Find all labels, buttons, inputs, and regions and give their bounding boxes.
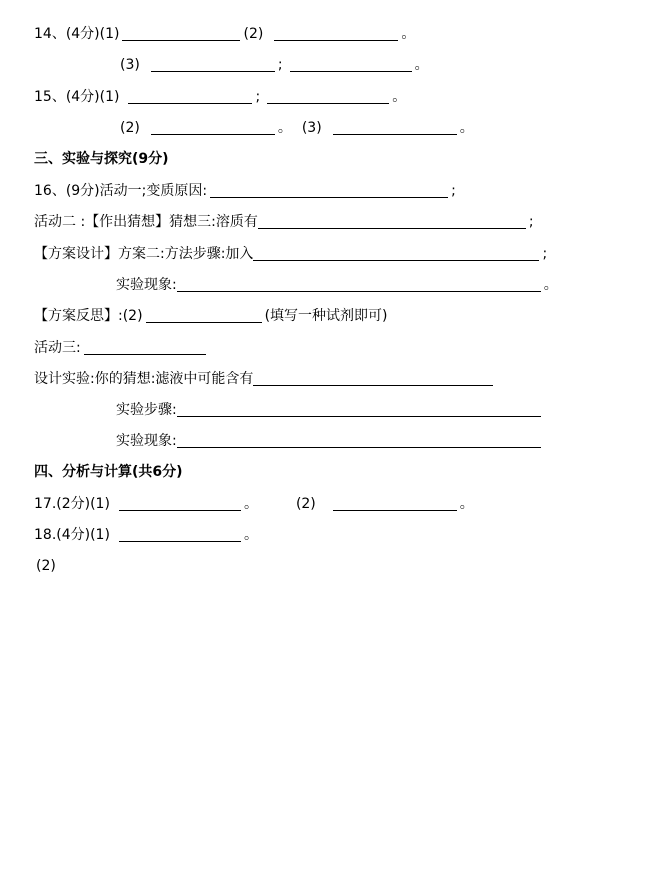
q15-blank-3[interactable]: [151, 120, 275, 135]
q14-blank-1[interactable]: [122, 26, 240, 41]
q16-blank-filtrate[interactable]: [253, 371, 493, 386]
q16-end-mark: 。: [543, 277, 558, 293]
q15-blank-2[interactable]: [267, 89, 389, 104]
q16-steps-label: 实验步骤:: [116, 402, 177, 418]
section3-title: 三、实验与探究(9分): [34, 151, 169, 167]
q14-line1: [34, 24, 415, 44]
q16-line6: [34, 338, 209, 358]
q16-separator-1: ;: [451, 183, 456, 199]
q16-line7: [34, 369, 496, 389]
q16-reflection-note: (填写一种试剂即可): [264, 308, 388, 324]
q14-blank-4[interactable]: [290, 57, 412, 72]
q15-part2-label: (2): [120, 120, 140, 136]
q16-reflection: 【方案反思】:(2): [34, 308, 143, 324]
section3-heading: [34, 149, 169, 169]
q16-design: 【方案设计】方案二:方法步骤:加入: [34, 246, 254, 262]
q14-blank-2[interactable]: [274, 26, 398, 41]
q16-blank-phenomenon2[interactable]: [177, 433, 541, 448]
q16-phenomenon-label: 实验现象:: [116, 277, 177, 293]
q16-line3: [34, 244, 547, 264]
q16-blank-reagent[interactable]: [146, 308, 262, 323]
q15-end-mark: 。: [392, 89, 407, 105]
q16-blank-steps[interactable]: [177, 402, 541, 417]
q14-part3-label: (3): [120, 57, 140, 73]
q16-line8: [116, 400, 544, 420]
section4-heading: [34, 462, 183, 482]
q14-part2-label: (2): [243, 26, 264, 42]
q14-prefix: 14、(4分)(1): [34, 26, 120, 42]
q16-design-exp: 设计实验:你的猜想:滤液中可能含有: [34, 371, 254, 387]
q18-blank-1[interactable]: [119, 527, 241, 542]
q17-blank-2[interactable]: [333, 496, 457, 511]
q16-line9: [116, 431, 544, 451]
q18-prefix: 18.(4分)(1): [34, 527, 110, 543]
q18-line1: [34, 525, 258, 545]
q16-prefix: 16、(9分)活动一;变质原因:: [34, 183, 208, 199]
q16-separator-3: ;: [542, 246, 548, 262]
q17-end-mark: 。: [243, 496, 258, 512]
q14-line2: [120, 55, 429, 75]
q16-line5: [34, 306, 388, 326]
q15-end-mark-3: 。: [459, 120, 474, 136]
q17-line: [34, 494, 474, 514]
q16-blank-guess3[interactable]: [258, 214, 526, 229]
q15-prefix: 15、(4分)(1): [34, 89, 120, 105]
q16-separator-2: ;: [528, 214, 534, 230]
q17-blank-1[interactable]: [119, 496, 241, 511]
q16-activity3: 活动三:: [34, 340, 81, 356]
q15-blank-1[interactable]: [128, 89, 252, 104]
q15-end-mark-2: 。: [277, 120, 292, 136]
q16-blank-cause[interactable]: [210, 183, 448, 198]
q17-part2-label: (2): [295, 496, 316, 512]
q18-end-mark: 。: [243, 527, 258, 543]
q18-part2-label: (2): [36, 558, 56, 574]
q18-line2: [36, 556, 56, 576]
q14-end-mark-2: 。: [414, 57, 429, 73]
q14-separator: ;: [277, 57, 283, 73]
q16-line1: [34, 181, 456, 201]
q16-phenomenon2-label: 实验现象:: [116, 433, 177, 449]
q14-blank-3[interactable]: [151, 57, 275, 72]
q16-blank-activity3[interactable]: [84, 340, 206, 355]
section4-title: 四、分析与计算(共6分): [34, 464, 183, 480]
q16-activity2: 活动二 :【作出猜想】猜想三:溶质有: [34, 214, 258, 230]
q17-end-mark-2: 。: [459, 496, 474, 512]
q15-part3-label: (3): [301, 120, 322, 136]
q16-line2: [34, 212, 534, 232]
q15-line1: [34, 87, 406, 107]
q15-blank-4[interactable]: [333, 120, 457, 135]
q16-blank-method[interactable]: [253, 246, 539, 261]
q16-line4: [116, 275, 558, 295]
q16-blank-phenomenon[interactable]: [177, 277, 541, 292]
q15-line2: [120, 118, 474, 138]
q14-end-mark: 。: [401, 26, 416, 42]
q15-separator: ;: [255, 89, 261, 105]
q17-prefix: 17.(2分)(1): [34, 496, 110, 512]
